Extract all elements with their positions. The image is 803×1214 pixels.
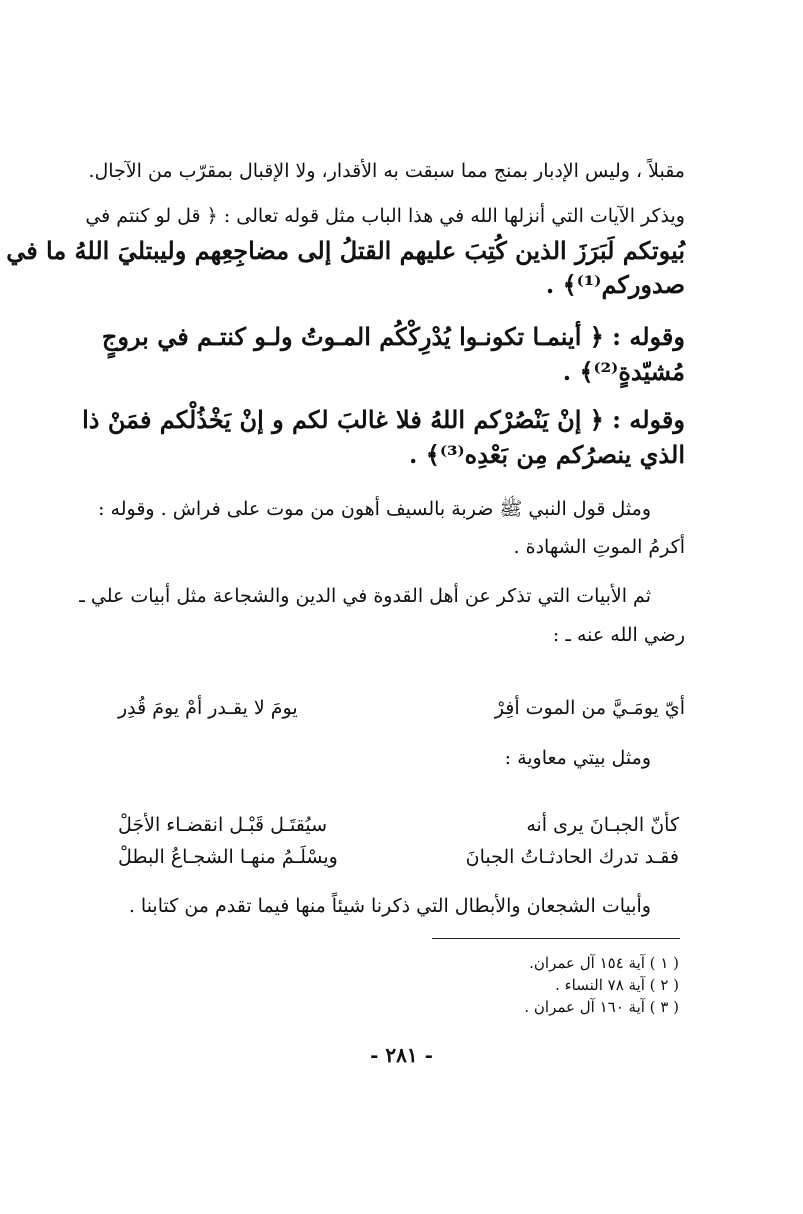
poem-hemistich-first: أيّ يومَـيَّ من الموت أفِرْ xyxy=(494,697,685,719)
paragraph-line: ومثل بيتي معاوية : xyxy=(504,747,651,769)
footnote: ( ٢ ) آية ٧٨ النساء . xyxy=(555,976,679,994)
footnote: ( ٣ ) آية ١٦٠ آل عمران . xyxy=(524,998,679,1016)
poem-hemistich-second: يومَ لا يقـدر أمْ يومَ قُدِر xyxy=(118,697,298,719)
paragraph-line: أكرمُ الموتِ الشهادة . xyxy=(513,536,685,558)
quran-verse-line: وقوله : ﴿ أينمـا تكونـوا يُدْرِكْكُم المـوتُ ولـو كنتـم في بروجٍ xyxy=(101,322,685,351)
footnote: ( ١ ) آية ١٥٤ آل عمران. xyxy=(529,954,679,972)
quran-verse-line: صدوركم⁽¹⁾﴾ . xyxy=(545,270,685,299)
paragraph-line: وأبيات الشجعان والأبطال التي ذكرنا شيئاً منها فيما تقدم من كتابنا . xyxy=(128,895,651,917)
poem-hemistich-second: سيُقتَـل قَبْـل انقضـاء الأجَلْ xyxy=(118,814,328,836)
quran-verse-line: وقوله : ﴿ إنْ يَنْصُرْكم اللهُ فلا غالبَ لكم و إنْ يَخْذُلْكم فمَنْ ذا xyxy=(82,405,685,434)
paragraph-line: ويذكر الآيات التي أنزلها الله في هذا الباب مثل قوله تعالى : ﴿ قل لو كنتم في xyxy=(85,205,685,227)
paragraph-line: ثم الأبيات التي تذكر عن أهل القدوة في الدين والشجاعة مثل أبيات علي ـ xyxy=(79,585,651,607)
poem-hemistich-second: ويسْلَـمُ منهـا الشجـاعُ البطلْ xyxy=(118,846,338,868)
paragraph-line: ومثل قول النبي ﷺ ضربة بالسيف أهون من موت على فراش . وقوله : xyxy=(98,498,651,520)
paragraph-line: رضي الله عنه ـ : xyxy=(552,624,685,646)
quran-verse-line: مُشيّدةٍ⁽²⁾﴾ . xyxy=(562,357,685,386)
quran-verse-line: بُيوتكم لَبَرَزَ الذين كُتِبَ عليهم القتلُ إلى مضاجِعِهم وليبتليَ اللهُ ما في xyxy=(6,236,685,265)
paragraph-line: مقبلاً ، وليس الإدبار بمنج مما سبقت به الأقدار، ولا الإقبال بمقرّب من الآجال. xyxy=(88,160,685,182)
poem-hemistich-first: كأنّ الجبـانَ يرى أنه xyxy=(526,814,679,836)
poem-hemistich-first: فقـد تدرك الحادثـاتُ الجبانَ xyxy=(465,846,679,868)
footnote-divider xyxy=(432,938,680,939)
quran-verse-line: الذي ينصرُكم مِن بَعْدِه⁽³⁾﴾ . xyxy=(409,440,685,469)
page-number: - ٢٨١ - xyxy=(370,1043,433,1067)
